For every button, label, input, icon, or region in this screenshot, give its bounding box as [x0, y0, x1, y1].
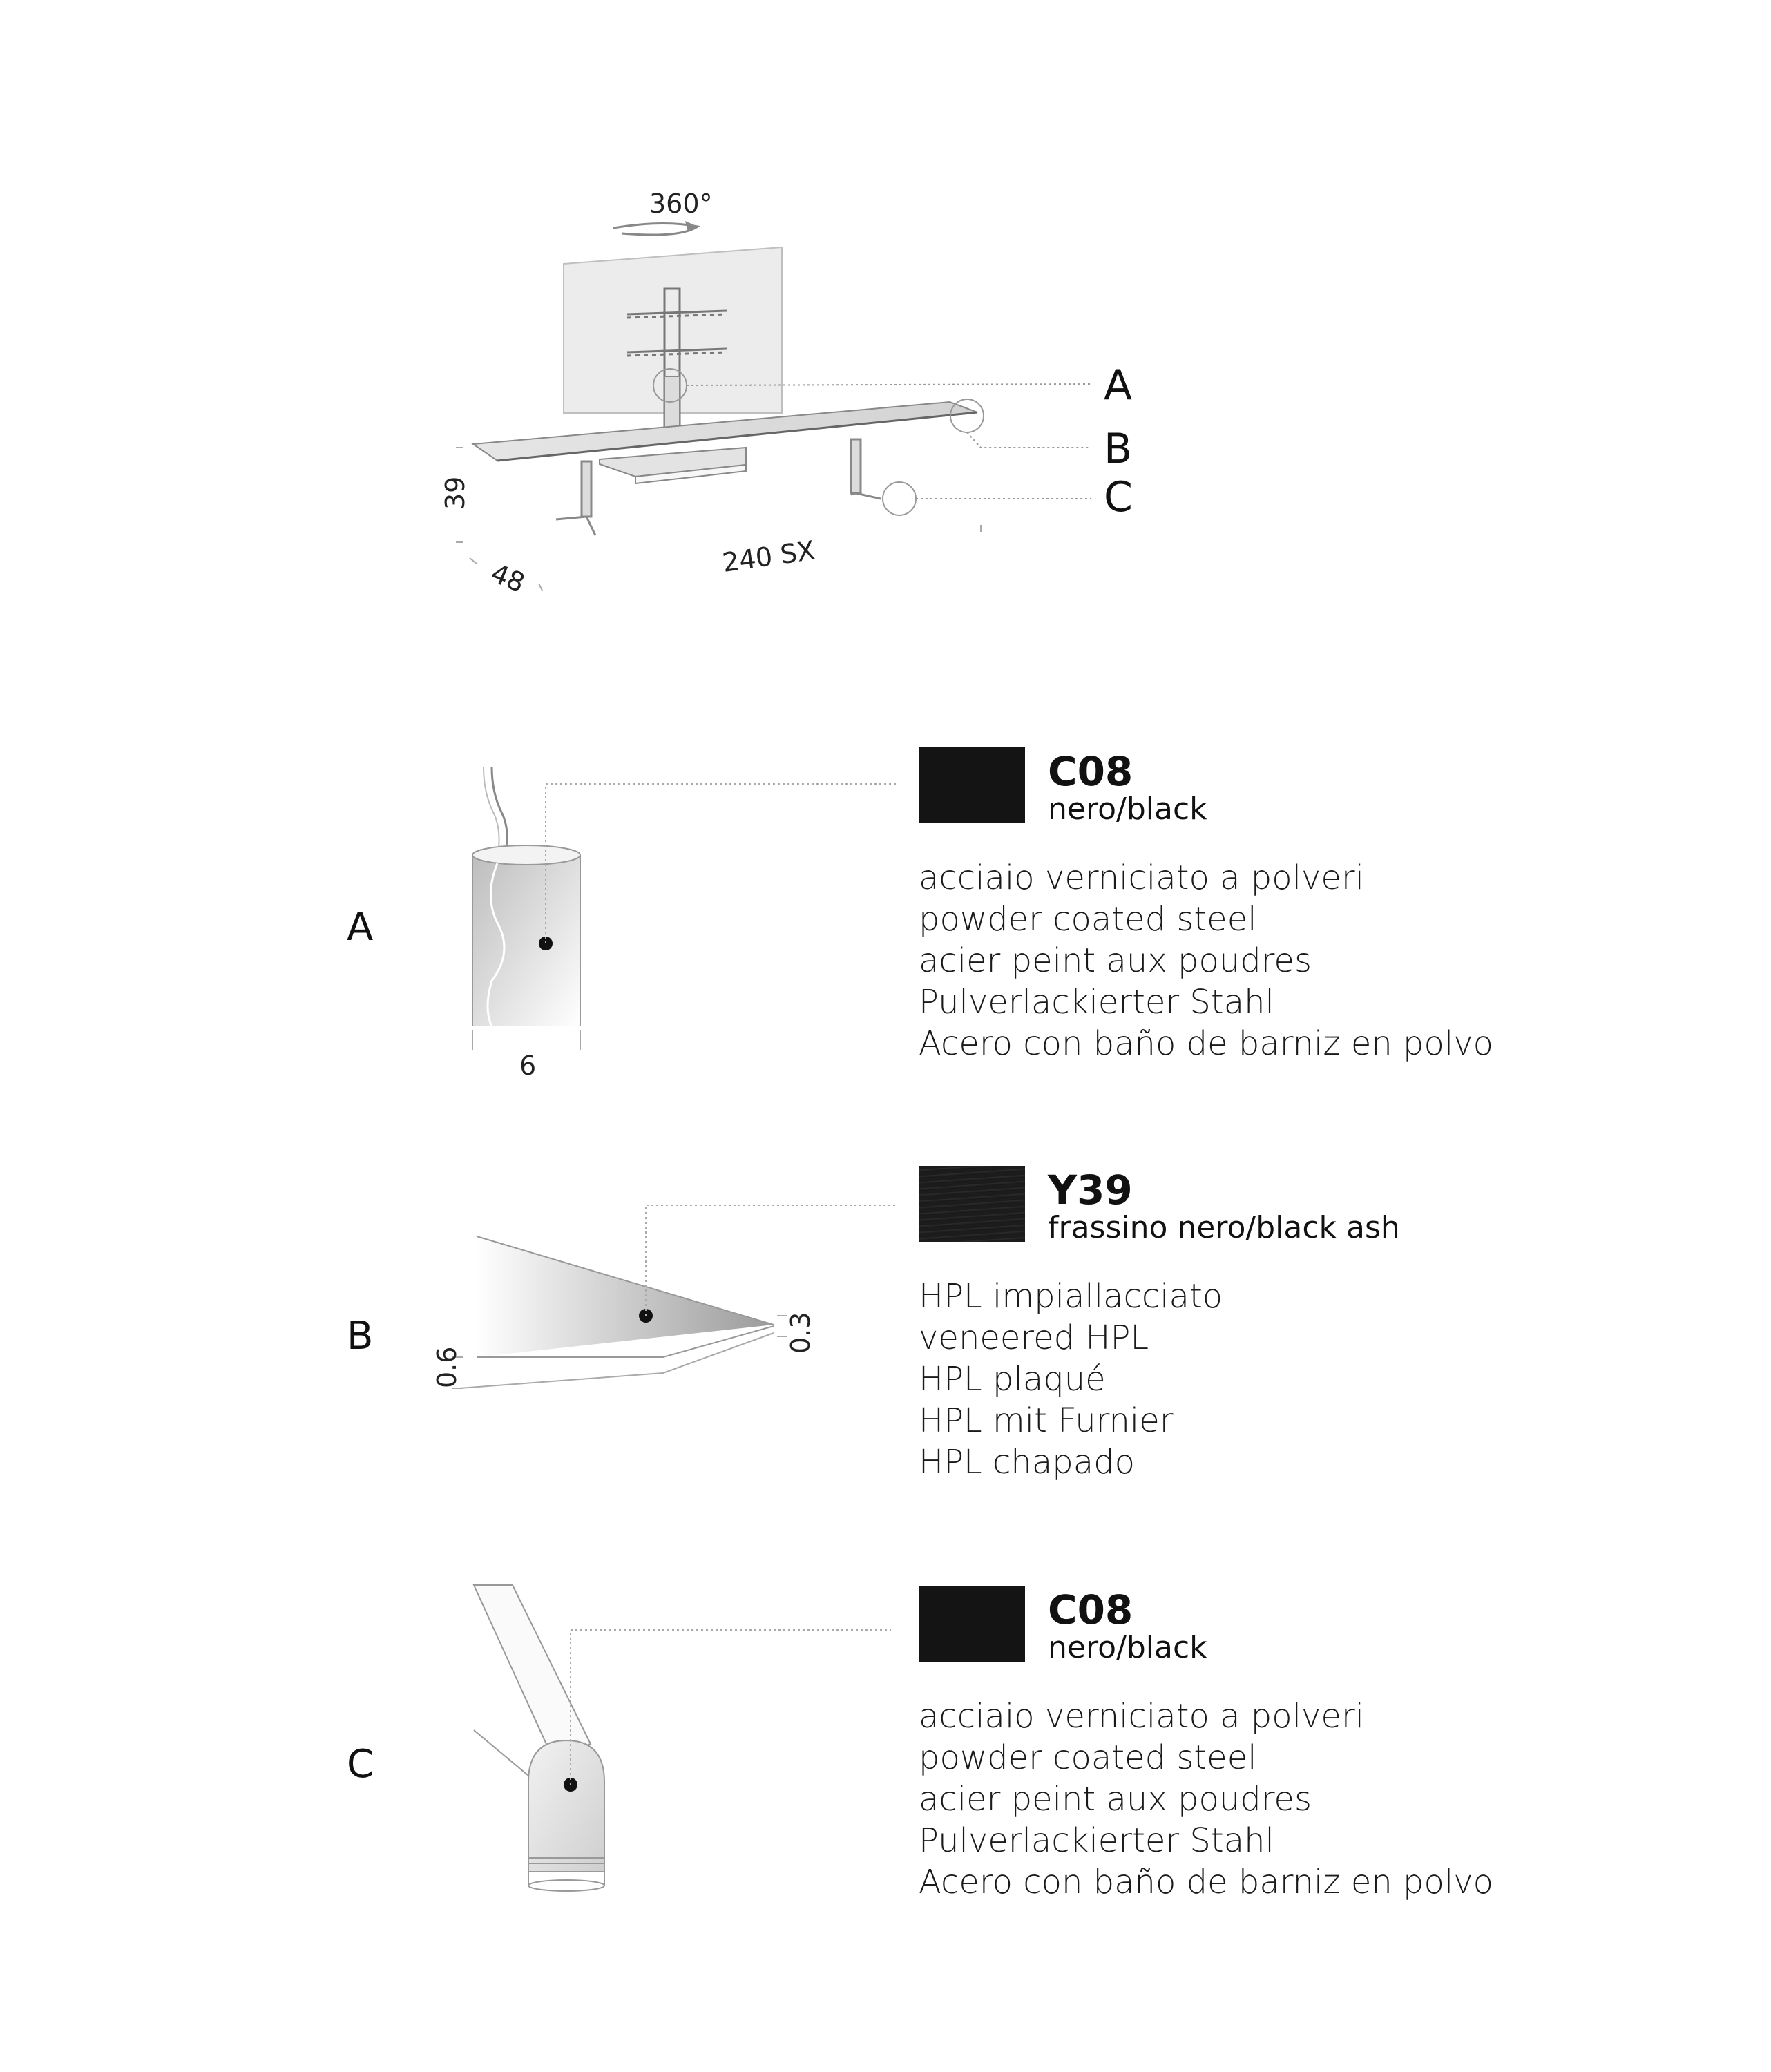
callout-b: B	[1104, 425, 1133, 473]
detail-b-dimension-tip: 0.3	[785, 1312, 816, 1354]
callout-a: A	[1104, 361, 1133, 410]
material-line: acier peint aux poudres	[919, 1780, 1312, 1819]
detail-a-dimension: 6	[519, 1051, 537, 1081]
leg-foot	[528, 1740, 604, 1872]
material-line: HPL impiallacciato	[919, 1277, 1223, 1316]
material-line: HPL plaqué	[919, 1360, 1106, 1399]
material-line: acciaio verniciato a polveri	[919, 858, 1364, 897]
material-line: powder coated steel	[919, 900, 1257, 939]
material-line: HPL mit Furnier	[919, 1401, 1174, 1440]
detail-a-letter: A	[347, 905, 374, 950]
finish-swatch-c	[919, 1586, 1025, 1662]
rotation-label: 360°	[649, 189, 713, 219]
detail-c-letter: C	[347, 1742, 374, 1787]
detail-b-letter: B	[347, 1314, 374, 1359]
detail-b-dimension-edge: 0.6	[432, 1346, 462, 1388]
material-line: Acero con baño de barniz en polvo	[919, 1024, 1493, 1063]
finish-code-c: C08	[1048, 1586, 1133, 1633]
material-line: acciaio verniciato a polveri	[919, 1697, 1364, 1736]
finish-name-b: frassino nero/black ash	[1048, 1210, 1400, 1245]
material-list-c	[919, 1696, 1493, 1903]
callout-c: C	[1104, 473, 1133, 521]
finish-swatch-b	[919, 1166, 1025, 1242]
finish-name-c: nero/black	[1048, 1630, 1207, 1665]
finish-code-b: Y39	[1048, 1167, 1133, 1214]
material-line: acier peint aux poudres	[919, 941, 1312, 980]
material-list-b	[919, 1276, 1223, 1483]
material-line: Pulverlackierter Stahl	[919, 1821, 1274, 1860]
dimension-width: 240 SX	[720, 535, 817, 578]
dimension-height: 39	[440, 476, 470, 510]
leg-strut	[474, 1585, 591, 1758]
material-line: Acero con baño de barniz en polvo	[919, 1863, 1493, 1901]
material-line: Pulverlackierter Stahl	[919, 983, 1274, 1021]
material-line: powder coated steel	[919, 1738, 1257, 1777]
dimension-depth: 48	[486, 557, 529, 599]
material-line: HPL chapado	[919, 1443, 1135, 1481]
finish-code-a: C08	[1048, 748, 1133, 795]
material-list-a	[919, 857, 1493, 1064]
material-line: veneered HPL	[919, 1318, 1149, 1357]
finish-swatch-a	[919, 747, 1025, 823]
finish-name-a: nero/black	[1048, 792, 1207, 827]
